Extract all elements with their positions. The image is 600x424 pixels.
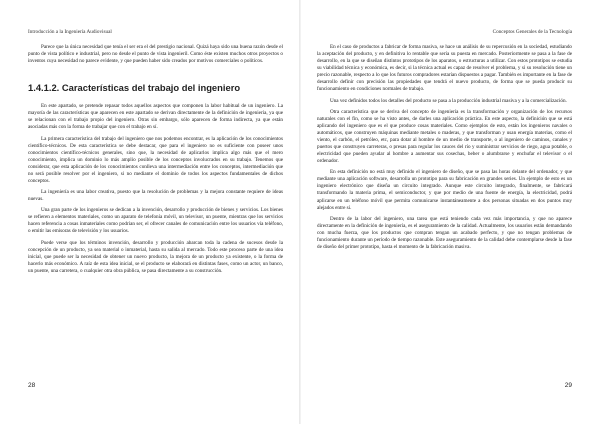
running-head-right: Conceptos Generales de la Tecnología xyxy=(492,29,572,35)
body-paragraph: Otra característica que se deriva del concepto de ingeniería es la transformación y organización de los recursos naturales con el fin, como se ha visto antes, de darles una aplicación práctica. En este aspecto, la definición que se está aplicando del ingeniero que es el que produce cosas materiales. Como ejemplos de esto, están los ingenieros navales o automáticos, que construyen máquinas mediante metales o maderas, y que transforman y usan energía materias, como el viento, el carbón, el petróleo, etc, para dotar al hombre de un medio de transporte, o al ingeniero de caminos, canales y puertos que construyen carreteras, o presas para regular los cauces del río y suministrar servicios de riego, agua potable, o electricidad que pueden ayudar al hombre a aumentar sus cosechas, beber o alumbrarse y enchufar el televisor o el ordenador. xyxy=(317,108,572,165)
body-paragraph: La ingeniería es una labor creativa, puesto que la resolución de problemas y la mejora constante requiere de ideas nuevas. xyxy=(28,189,283,203)
body-paragraph: Una gran parte de los ingenieros se dedican a la invención, desarrollo y producción de bienes y servicios. Los bienes se refieren a elementos materiales, como un aparato de telefonía móvil, un televisor, un puente, mientras que los servicios hacen referencia a cosas inmateriales como podrían ser, el ofrecer canales de comunicación entre los usuarios vía teléfono, o emitir las emisoras de televisión y los usuarios. xyxy=(28,207,283,235)
body-paragraph: Dentro de la labor del ingeniero, una tarea que está teniendo cada vez más importancia, y que no aparece directamente en la definición de ingeniería, es el aseguramiento de la calidad. Actualmente, los usuarios están demandando con mucha fuerza, que los productos que compran tengan un acabado perfecto, y que no tengan problemas de funcionamiento durante un periodo de tiempo razonable. Este aseguramiento de la calidad debe contemplarse desde la fase de diseño del primer prototipo, hasta el momento de la fabricación masiva. xyxy=(317,215,572,250)
body-paragraph: En este apartado, se pretende repasar todos aquellos aspectos que componen la labor habitual de un ingeniero. La mayoría de las características que aparecen en este apartado se derivan directamente de la definición de ingeniería, ya que se relacionan con el trabajo propio del ingeniero. Otras sin embargo, sólo aparecen de forma indirecta, ya que están asociadas más con la forma de trabajar que con el trabajo en sí. xyxy=(28,103,283,131)
body-paragraph: En el caso de productos a fabricar de forma masiva, se hace un análisis de su repercusión en la sociedad, estudiando la aceptación del producto, y en definitiva lo rentable que sería su puesta en mercado. Posteriormente se pasa a la fase de desarrollo, en la que se diseñan distintos prototipos de los aparatos, o estructuras a utilizar. Con estos prototipos se estudia su viabilidad técnica y económica, es decir, si la técnica actual es capaz de resolver el problema, y si su resolución tiene un precio razonable, respecto a lo que los futuros compradores estarían dispuestos a pagar. También es importante en la fase de desarrollo definir con precisión las propiedades que tendrá el nuevo producto, de forma que se pueda producir su funcionamiento en condiciones normales de trabajo. xyxy=(317,44,572,93)
page-number-right: 29 xyxy=(564,382,572,389)
right-page-body xyxy=(317,44,572,255)
section-heading: 1.4.1.2. Características del trabajo del ingeniero xyxy=(28,82,241,94)
left-page-body xyxy=(28,44,283,279)
intro-paragraph: Parece que la única necesidad que tenía el ser era el del prestigio nacional. Quizá haya sido una buena razón desde el punto de vista político e industrial, pero no desde el punto de vista ingenieril. Como éste existen muchos otros proyectos o inventos cuya necesidad no parece evidente, y que pueden haber sido creados por motivos comerciales o políticos. xyxy=(28,44,283,65)
page-number-left: 28 xyxy=(28,382,36,389)
body-paragraph: Puede verse que los términos invención, desarrollo y producción abarcan toda la cadena de sucesos desde la concepción de un producto, ya sea material o inmaterial, hasta su salida al mercado. Todo este proceso parte de una idea inicial, que puede ser la necesidad de obtener un nuevo producto, la mejora de un producto ya existente, o la forma de hacerlo más económico. A raíz de esta idea inicial, se el producto se elaborará en distintas fases, como un actor, un banco, un puente, una carretera, o cualquier otra obra pública, se pasa directamente a su construcción. xyxy=(28,239,283,274)
body-paragraph: La primera característica del trabajo del ingeniero que nos podemos encontrar, es la aplicación de los conocimientos científico-técnicos. De esta característica se debe destacar, que para el ingeniero no es suficiente con poseer unos conocimientos científico-técnicos generales, sino que, la necesidad de aplicarlos implica algo más que el mero conocimiento, implica un dominio lo más amplio posible de los conceptos involucrados en su trabajo. Tenemos que considerar, que esta aplicación de los conocimientos conlleva una intermediación entre los conceptos, intermediación que no será posible resolver por el ingeniero, si no mediante el dominio de todos los aspectos fundamentales de dichos conceptos. xyxy=(28,135,283,184)
running-head-left: Introducción a la Ingeniería Audiovisual xyxy=(28,29,112,35)
right-page xyxy=(300,0,600,424)
body-paragraph: En esta definición no está muy definido el ingeniero de diseño, que se pasa las horas delante del ordenador, y que mediante una aplicación software, desarrolla un prototipo para su fabricación en grandes series. Un ejemplo de esto es un ingeniero electrónico que diseña un circuito integrado. Aunque este circuito integrado, finalmente, se fabricará transformando la materia prima, el semiconductor, y que por medio de una fuente de energía, la electricidad, podrá aplicarse en un teléfono móvil que permita comunicarse instantáneamente a dos personas situadas en dos puntos muy alejados entre sí. xyxy=(317,169,572,211)
body-paragraph: Una vez definidos todos los detalles del producto se pasa a la producción industrial masiva y a la comercialización. xyxy=(330,97,567,104)
